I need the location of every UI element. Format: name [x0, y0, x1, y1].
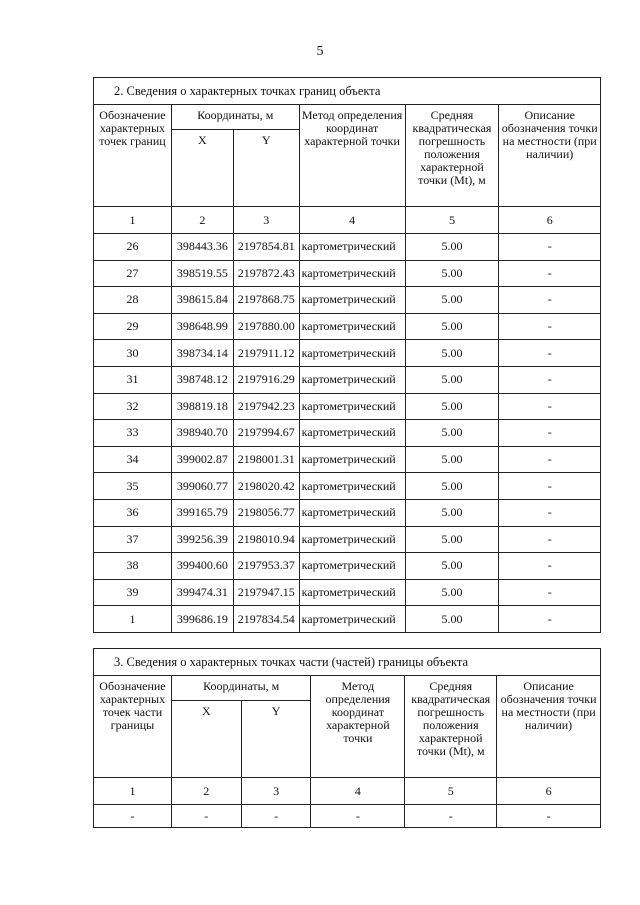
cell-accuracy: 5.00 — [405, 260, 499, 287]
section-caption: 3. Сведения о характерных точках части (частей) границы объекта — [94, 649, 601, 676]
cell-point-id: 1 — [94, 606, 172, 633]
cell-coord-x: - — [171, 805, 241, 828]
cell-method: картометрический — [299, 579, 405, 606]
cell-coord-x: 399686.19 — [171, 606, 233, 633]
cell-accuracy: 5.00 — [405, 446, 499, 473]
cell-point-id: 31 — [94, 366, 172, 393]
cell-coord-x: 399060.77 — [171, 473, 233, 500]
cell-description: - — [499, 340, 601, 367]
cell-accuracy: 5.00 — [405, 579, 499, 606]
cell-point-id: 39 — [94, 579, 172, 606]
cell-description: - — [499, 526, 601, 553]
table-row — [94, 526, 601, 553]
cell-method: картометрический — [299, 499, 405, 526]
cell-description: - — [499, 606, 601, 633]
cell-coord-y: 2197953.37 — [233, 553, 299, 580]
cell-accuracy: 5.00 — [405, 234, 499, 261]
cell-coord-x: 398819.18 — [171, 393, 233, 420]
cell-accuracy: - — [405, 805, 497, 828]
cell-description: - — [499, 499, 601, 526]
header-y: Y — [233, 130, 299, 207]
cell-coord-x: 399400.60 — [171, 553, 233, 580]
cell-coord-y: 2197834.54 — [233, 606, 299, 633]
table-row — [94, 234, 601, 261]
cell-method: картометрический — [299, 553, 405, 580]
cell-method: картометрический — [299, 340, 405, 367]
cell-coord-y: - — [241, 805, 311, 828]
cell-description: - — [499, 234, 601, 261]
table-row — [94, 553, 601, 580]
cell-description: - — [499, 366, 601, 393]
cell-coord-y: 2197916.29 — [233, 366, 299, 393]
column-number: 1 — [94, 778, 172, 805]
page-number: 5 — [316, 44, 324, 59]
cell-coord-x: 399002.87 — [171, 446, 233, 473]
cell-point-id: 38 — [94, 553, 172, 580]
header-x: X — [171, 130, 233, 207]
cell-accuracy: 5.00 — [405, 499, 499, 526]
column-number-row — [94, 778, 601, 805]
header-accuracy: Средняя квадратическая погрешность положения характерной точки (Mt), м — [405, 105, 499, 207]
cell-description: - — [497, 805, 601, 828]
cell-coord-x: 398648.99 — [171, 313, 233, 340]
cell-description: - — [499, 260, 601, 287]
table-row — [94, 260, 601, 287]
column-number: 1 — [94, 207, 172, 234]
table-row — [94, 313, 601, 340]
cell-coord-y: 2197868.75 — [233, 287, 299, 314]
table-row — [94, 606, 601, 633]
cell-description: - — [499, 393, 601, 420]
header-description: Описание обозначения точки на местности (при наличии) — [497, 676, 601, 778]
table-row — [94, 366, 601, 393]
cell-accuracy: 5.00 — [405, 313, 499, 340]
cell-coord-y: 2198056.77 — [233, 499, 299, 526]
cell-method: картометрический — [299, 287, 405, 314]
cell-method: картометрический — [299, 606, 405, 633]
cell-accuracy: 5.00 — [405, 606, 499, 633]
cell-point-id: 35 — [94, 473, 172, 500]
table-row — [94, 499, 601, 526]
cell-description: - — [499, 313, 601, 340]
cell-description: - — [499, 420, 601, 447]
header-y: Y — [241, 701, 311, 778]
boundary-points-table — [93, 77, 601, 633]
header-coordinates: Координаты, м — [171, 105, 299, 130]
column-number: 5 — [405, 207, 499, 234]
cell-point-id: - — [94, 805, 172, 828]
cell-coord-y: 2197942.23 — [233, 393, 299, 420]
column-number: 4 — [299, 207, 405, 234]
part-boundary-points-table — [93, 648, 601, 828]
cell-description: - — [499, 553, 601, 580]
section-caption: 2. Сведения о характерных точках границ объекта — [94, 78, 601, 105]
column-number: 5 — [405, 778, 497, 805]
cell-method: картометрический — [299, 366, 405, 393]
cell-point-id: 33 — [94, 420, 172, 447]
cell-accuracy: 5.00 — [405, 287, 499, 314]
cell-coord-y: 2198010.94 — [233, 526, 299, 553]
cell-coord-y: 2198001.31 — [233, 446, 299, 473]
column-number: 3 — [233, 207, 299, 234]
column-number: 6 — [497, 778, 601, 805]
cell-coord-y: 2197872.43 — [233, 260, 299, 287]
column-number: 2 — [171, 207, 233, 234]
header-x: X — [171, 701, 241, 778]
header-description: Описание обозначения точки на местности (при наличии) — [499, 105, 601, 207]
cell-coord-x: 398443.36 — [171, 234, 233, 261]
table-row — [94, 393, 601, 420]
cell-method: картометрический — [299, 260, 405, 287]
cell-description: - — [499, 446, 601, 473]
cell-point-id: 37 — [94, 526, 172, 553]
cell-coord-x: 399474.31 — [171, 579, 233, 606]
header-coordinates: Координаты, м — [171, 676, 311, 701]
table-row — [94, 473, 601, 500]
column-number: 4 — [311, 778, 405, 805]
cell-description: - — [499, 579, 601, 606]
cell-description: - — [499, 287, 601, 314]
cell-coord-x: 398615.84 — [171, 287, 233, 314]
cell-point-id: 28 — [94, 287, 172, 314]
cell-coord-x: 398519.55 — [171, 260, 233, 287]
header-method: Метод определения координат характерной точки — [311, 676, 405, 778]
cell-accuracy: 5.00 — [405, 340, 499, 367]
cell-accuracy: 5.00 — [405, 393, 499, 420]
cell-coord-x: 398940.70 — [171, 420, 233, 447]
cell-coord-x: 398734.14 — [171, 340, 233, 367]
cell-coord-y: 2198020.42 — [233, 473, 299, 500]
cell-accuracy: 5.00 — [405, 366, 499, 393]
table-row — [94, 340, 601, 367]
cell-method: картометрический — [299, 234, 405, 261]
cell-method: картометрический — [299, 420, 405, 447]
cell-coord-x: 398748.12 — [171, 366, 233, 393]
table-row — [94, 446, 601, 473]
cell-method: картометрический — [299, 473, 405, 500]
cell-method: картометрический — [299, 446, 405, 473]
cell-coord-x: 399256.39 — [171, 526, 233, 553]
cell-accuracy: 5.00 — [405, 526, 499, 553]
column-number: 2 — [171, 778, 241, 805]
column-number: 6 — [499, 207, 601, 234]
header-method: Метод определения координат характерной точки — [299, 105, 405, 207]
table-row — [94, 579, 601, 606]
cell-coord-y: 2197947.15 — [233, 579, 299, 606]
cell-coord-y: 2197994.67 — [233, 420, 299, 447]
table-row — [94, 805, 601, 828]
column-number: 3 — [241, 778, 311, 805]
cell-point-id: 34 — [94, 446, 172, 473]
header-accuracy: Средняя квадратическая погрешность положения характерной точки (Mt), м — [405, 676, 497, 778]
cell-point-id: 36 — [94, 499, 172, 526]
cell-point-id: 27 — [94, 260, 172, 287]
cell-coord-y: 2197854.81 — [233, 234, 299, 261]
cell-method: - — [311, 805, 405, 828]
cell-method: картометрический — [299, 526, 405, 553]
cell-accuracy: 5.00 — [405, 473, 499, 500]
table-row — [94, 420, 601, 447]
cell-coord-y: 2197880.00 — [233, 313, 299, 340]
header-designation: Обозначение характерных точек части границы — [94, 676, 172, 778]
table-row — [94, 287, 601, 314]
header-designation: Обозначение характерных точек границ — [94, 105, 172, 207]
cell-description: - — [499, 473, 601, 500]
cell-coord-y: 2197911.12 — [233, 340, 299, 367]
cell-accuracy: 5.00 — [405, 553, 499, 580]
cell-point-id: 30 — [94, 340, 172, 367]
cell-point-id: 26 — [94, 234, 172, 261]
cell-method: картометрический — [299, 313, 405, 340]
cell-method: картометрический — [299, 393, 405, 420]
cell-point-id: 29 — [94, 313, 172, 340]
cell-coord-x: 399165.79 — [171, 499, 233, 526]
column-number-row — [94, 207, 601, 234]
cell-accuracy: 5.00 — [405, 420, 499, 447]
cell-point-id: 32 — [94, 393, 172, 420]
